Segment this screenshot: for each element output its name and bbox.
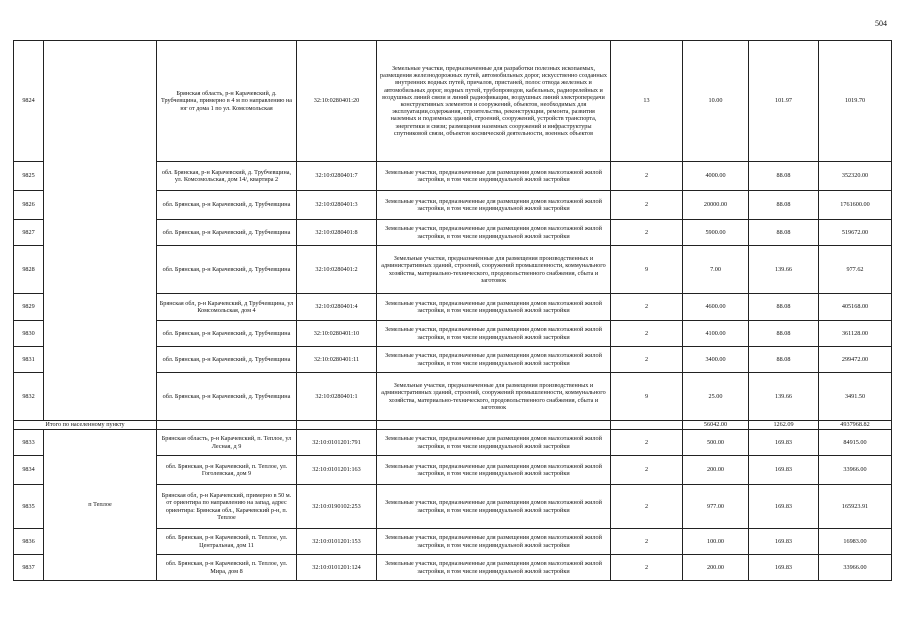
- area-cell: 100.00: [683, 529, 749, 555]
- cadastral-value-cell: 299472.00: [819, 347, 892, 373]
- cadastral-number-cell: 32:10:0280401:4: [297, 294, 377, 321]
- area-cell: 4000.00: [683, 162, 749, 191]
- specific-value-cell: 88.08: [749, 294, 819, 321]
- table-row: [14, 430, 892, 456]
- land-use-cell: Земельные участки, предназначенные для размещения производственных и административных зданий, строений, сооружений промышленности, коммунального хозяйства, материально-технического, продовольственного снабжения, сбыта и заготовок: [377, 246, 611, 294]
- cadastral-number-cell: 32:10:0280401:10: [297, 321, 377, 347]
- locality-cell: [44, 41, 157, 421]
- specific-value-cell: 88.08: [749, 321, 819, 347]
- address-cell: обл. Брянская, р-н Карачевский, д. Трубчевщина: [157, 373, 297, 421]
- area-cell: 4600.00: [683, 294, 749, 321]
- row-number-cell: 9824: [14, 41, 44, 162]
- cadastral-number-cell: 32:10:0101201:124: [297, 555, 377, 581]
- address-cell: обл. Брянская, р-н Карачевский, д. Трубчевщина: [157, 347, 297, 373]
- specific-value-cell: 88.08: [749, 162, 819, 191]
- group-code-cell: 2: [611, 347, 683, 373]
- row-number-cell: 9835: [14, 485, 44, 529]
- locality-cell: п Теплое: [44, 430, 157, 581]
- address-cell: Брянская обл, р-н Карачевский, примерно в 50 м. от ориентира по направлению на запад, адрес ориентира: Брянская обл., Карачевский р-н, п. Теплое: [157, 485, 297, 529]
- row-number-cell: 9836: [14, 529, 44, 555]
- group-code-cell: 2: [611, 294, 683, 321]
- group-code-cell: 2: [611, 321, 683, 347]
- row-number-cell: 9825: [14, 162, 44, 191]
- address-cell: обл. Брянская, р-н Карачевский, д. Трубчевщина: [157, 191, 297, 220]
- table-row: [14, 41, 892, 162]
- specific-value-cell: 88.08: [749, 191, 819, 220]
- group-code-cell: 9: [611, 246, 683, 294]
- empty-cell: [297, 421, 377, 430]
- cadastral-number-cell: 32:10:0190102:253: [297, 485, 377, 529]
- address-cell: Брянская обл, р-н Карачевский, д Трубчевщина, ул Комсомольская, дом 4: [157, 294, 297, 321]
- area-cell: 10.00: [683, 41, 749, 162]
- specific-value-cell: 88.08: [749, 220, 819, 246]
- cadastral-number-cell: 32:10:0280401:3: [297, 191, 377, 220]
- area-cell: 200.00: [683, 555, 749, 581]
- total-label: Итого по населенному пункту: [14, 421, 157, 430]
- address-cell: обл. Брянская, р-н Карачевский, п. Теплое, ул. Мира, дом 8: [157, 555, 297, 581]
- row-number-cell: 9828: [14, 246, 44, 294]
- cadastral-number-cell: 32:10:0280401:7: [297, 162, 377, 191]
- land-use-cell: Земельные участки, предназначенные для размещения домов малоэтажной жилой застройки, в том числе индивидуальной жилой застройки: [377, 321, 611, 347]
- cadastral-value-cell: 165923.91: [819, 485, 892, 529]
- group-code-cell: 2: [611, 191, 683, 220]
- group-code-cell: 2: [611, 456, 683, 485]
- cadastral-number-cell: 32:10:0101201:163: [297, 456, 377, 485]
- cadastral-number-cell: 32:10:0280401:2: [297, 246, 377, 294]
- group-code-cell: 13: [611, 41, 683, 162]
- specific-value-cell: 88.08: [749, 347, 819, 373]
- row-number-cell: 9827: [14, 220, 44, 246]
- cadastral-value-cell: 1019.70: [819, 41, 892, 162]
- area-cell: 500.00: [683, 430, 749, 456]
- group-code-cell: 2: [611, 220, 683, 246]
- address-cell: обл. Брянская, р-н Карачевский, д. Трубчевщина: [157, 220, 297, 246]
- area-cell: 3400.00: [683, 347, 749, 373]
- land-use-cell: Земельные участки, предназначенные для размещения домов малоэтажной жилой застройки, в том числе индивидуальной жилой застройки: [377, 456, 611, 485]
- group-code-cell: 2: [611, 162, 683, 191]
- empty-cell: [157, 421, 297, 430]
- land-use-cell: Земельные участки, предназначенные для размещения домов малоэтажной жилой застройки, в том числе индивидуальной жилой застройки: [377, 347, 611, 373]
- land-use-cell: Земельные участки, предназначенные для размещения домов малоэтажной жилой застройки, в том числе индивидуальной жилой застройки: [377, 529, 611, 555]
- cadastral-value-cell: 33966.00: [819, 456, 892, 485]
- cadastral-value-cell: 33966.00: [819, 555, 892, 581]
- table-body: [14, 41, 892, 581]
- total-specific-value-cell: 1262.09: [749, 421, 819, 430]
- page-number: 504: [875, 19, 887, 28]
- land-use-cell: Земельные участки, предназначенные для размещения домов малоэтажной жилой застройки, в том числе индивидуальной жилой застройки: [377, 191, 611, 220]
- cadastral-value-cell: 1761600.00: [819, 191, 892, 220]
- area-cell: 5900.00: [683, 220, 749, 246]
- land-use-cell: Земельные участки, предназначенные для размещения домов малоэтажной жилой застройки, в том числе индивидуальной жилой застройки: [377, 220, 611, 246]
- specific-value-cell: 169.83: [749, 555, 819, 581]
- cadastral-number-cell: 32:10:0101201:153: [297, 529, 377, 555]
- cadastral-value-cell: 352320.00: [819, 162, 892, 191]
- land-use-cell: Земельные участки, предназначенные для размещения домов малоэтажной жилой застройки, в том числе индивидуальной жилой застройки: [377, 430, 611, 456]
- area-cell: 200.00: [683, 456, 749, 485]
- row-number-cell: 9834: [14, 456, 44, 485]
- specific-value-cell: 169.83: [749, 456, 819, 485]
- area-cell: 7.00: [683, 246, 749, 294]
- row-number-cell: 9831: [14, 347, 44, 373]
- row-number-cell: 9833: [14, 430, 44, 456]
- land-use-cell: Земельные участки, предназначенные для разработки полезных ископаемых, размещения железнодорожных путей, автомобильных дорог, искусственно созданных внутренних водных путей, причалов, пристаней, полос отвода железных и автомобильных дорог, водных путей, трубопроводов, кабельных, радиорелейных и воздушных линий связи и линий радиофикации, воздушных линий электропередачи конструктивных элементов и сооружений, объектов, необходимых для эксплуатации,содержания, строительства, реконструкции, ремонта, развития наземных и подземных зданий, строений, сооружений, устройств транспорта, энергетики и связи; размещения наземных сооружений и инфраструктуры спутниковой связи, объектов космической деятельности, военных объектов: [377, 41, 611, 162]
- specific-value-cell: 169.83: [749, 430, 819, 456]
- row-number-cell: 9829: [14, 294, 44, 321]
- empty-cell: [611, 421, 683, 430]
- cadastral-value-cell: 519672.00: [819, 220, 892, 246]
- group-code-cell: 2: [611, 555, 683, 581]
- row-number-cell: 9837: [14, 555, 44, 581]
- area-cell: 4100.00: [683, 321, 749, 347]
- area-cell: 20000.00: [683, 191, 749, 220]
- address-cell: Брянская область, р-н Карачевский, д. Трубчевщина, примерно в 4 м по направлению на юг от дома 1 по ул. Комсомольская: [157, 41, 297, 162]
- land-use-cell: Земельные участки, предназначенные для размещения домов малоэтажной жилой застройки, в том числе индивидуальной жилой застройки: [377, 555, 611, 581]
- address-cell: обл. Брянская, р-н Карачевский, п. Теплое, ул. Гоголевская, дом 9: [157, 456, 297, 485]
- group-code-cell: 2: [611, 529, 683, 555]
- total-area-cell: 56042.00: [683, 421, 749, 430]
- cadastral-number-cell: 32:10:0101201:791: [297, 430, 377, 456]
- row-number-cell: 9826: [14, 191, 44, 220]
- cadastral-value-cell: 361128.00: [819, 321, 892, 347]
- total-row: [14, 421, 892, 430]
- cadastral-value-cell: 405168.00: [819, 294, 892, 321]
- group-code-cell: 2: [611, 485, 683, 529]
- cadastral-number-cell: 32:10:0280401:8: [297, 220, 377, 246]
- cadastral-value-cell: 977.62: [819, 246, 892, 294]
- cadastral-value-cell: 16983.00: [819, 529, 892, 555]
- specific-value-cell: 169.83: [749, 485, 819, 529]
- address-cell: обл. Брянская, р-н Карачевский, д. Трубчевщина: [157, 321, 297, 347]
- cadastral-value-cell: 84915.00: [819, 430, 892, 456]
- row-number-cell: 9832: [14, 373, 44, 421]
- group-code-cell: 2: [611, 430, 683, 456]
- cadastral-number-cell: 32:10:0280401:20: [297, 41, 377, 162]
- group-code-cell: 9: [611, 373, 683, 421]
- area-cell: 25.00: [683, 373, 749, 421]
- total-cadastral-value-cell: 4937968.82: [819, 421, 892, 430]
- specific-value-cell: 139.66: [749, 373, 819, 421]
- land-use-cell: Земельные участки, предназначенные для размещения домов малоэтажной жилой застройки, в том числе индивидуальной жилой застройки: [377, 294, 611, 321]
- cadastral-number-cell: 32:10:0280401:11: [297, 347, 377, 373]
- specific-value-cell: 139.66: [749, 246, 819, 294]
- cadastral-value-cell: 3491.50: [819, 373, 892, 421]
- row-number-cell: 9830: [14, 321, 44, 347]
- address-cell: обл. Брянская, р-н Карачевский, д. Трубчевщина, ул. Комсомольская, дом 14/, квартира 2: [157, 162, 297, 191]
- land-use-cell: Земельные участки, предназначенные для размещения производственных и административных зданий, строений, сооружений промышленности, коммунального хозяйства, материально-технического, продовольственного снабжения, сбыта и заготовок: [377, 373, 611, 421]
- address-cell: обл. Брянская, р-н Карачевский, д. Трубчевщина: [157, 246, 297, 294]
- area-cell: 977.00: [683, 485, 749, 529]
- land-use-cell: Земельные участки, предназначенные для размещения домов малоэтажной жилой застройки, в том числе индивидуальной жилой застройки: [377, 162, 611, 191]
- specific-value-cell: 169.83: [749, 529, 819, 555]
- specific-value-cell: 101.97: [749, 41, 819, 162]
- empty-cell: [377, 421, 611, 430]
- land-use-cell: Земельные участки, предназначенные для размещения домов малоэтажной жилой застройки, в том числе индивидуальной жилой застройки: [377, 485, 611, 529]
- address-cell: обл. Брянская, р-н Карачевский, п. Теплое, ул. Центральная, дом 11: [157, 529, 297, 555]
- cadastral-value-table: [13, 40, 892, 581]
- cadastral-number-cell: 32:10:0280401:1: [297, 373, 377, 421]
- address-cell: Брянская область, р-н Карачевский, п. Теплое, ул Лесная, д 9: [157, 430, 297, 456]
